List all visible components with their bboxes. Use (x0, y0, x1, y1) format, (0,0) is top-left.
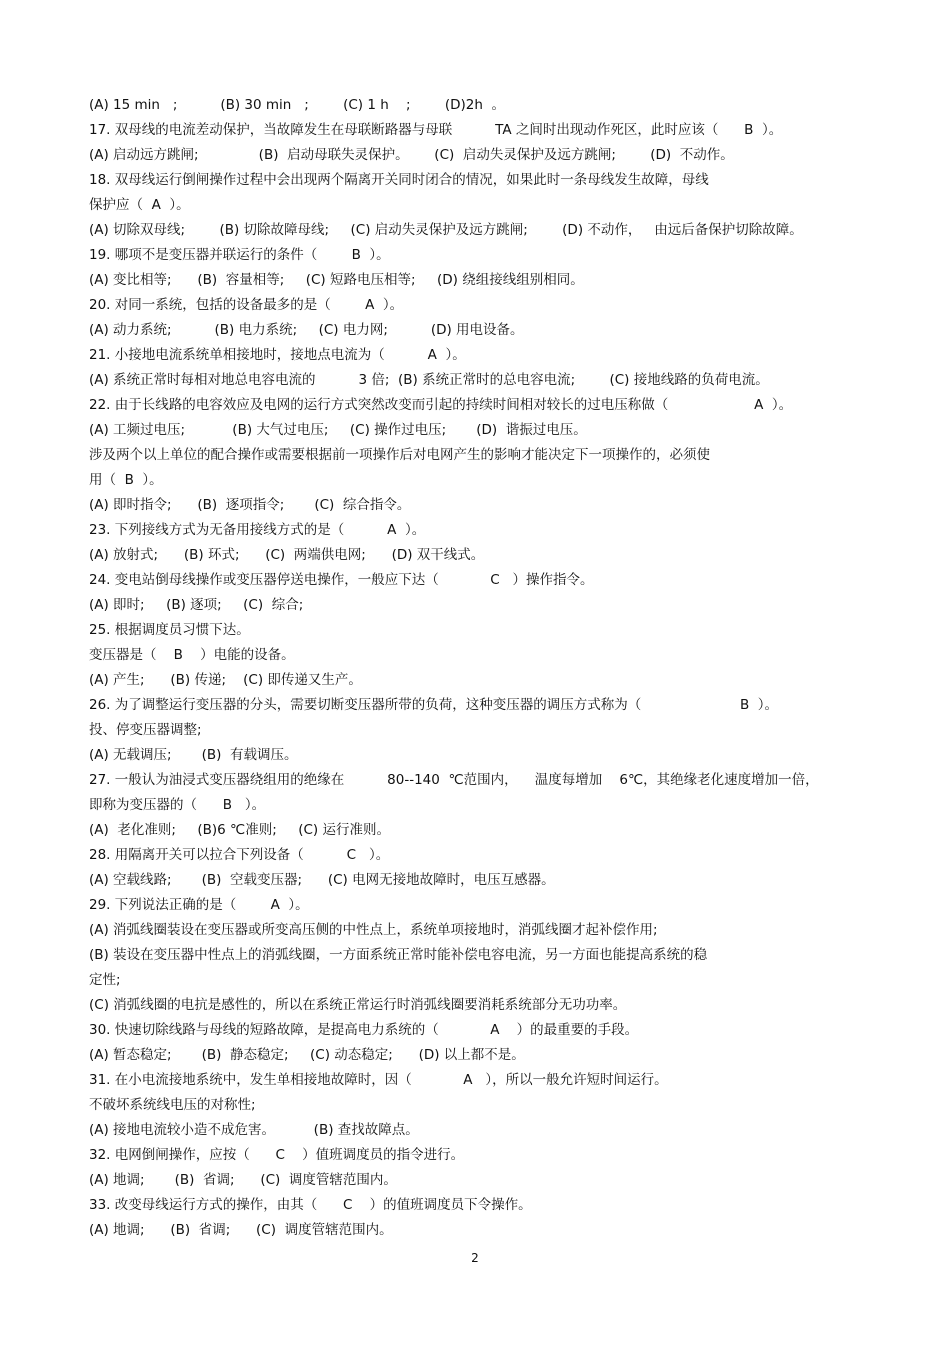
question-23: 23. 下列接线方式为无备用接线方式的是（ A ）。 (89, 522, 426, 538)
text-line: (A) 即时指令; (B) 逐项指令; (C) 综合指令。 (89, 497, 411, 513)
options-17: (A) 启动远方跳闸; (B) 启动母联失灵保护。 (C) 启动失灵保护及远方跳闸; (D) 不动作。 (89, 147, 734, 163)
text-line: (A) 15 min ; (B) 30 min ; (C) 1 h ; (D)2h 。 (89, 97, 505, 113)
text-line: 变压器是（ B ）电能的设备。 (89, 647, 295, 663)
options-19: (A) 变比相等; (B) 容量相等; (C) 短路电压相等; (D) 绕组接线组别相同。 (89, 272, 584, 288)
question-19: 19. 哪项不是变压器并联运行的条件（ B ）。 (89, 247, 390, 263)
text-line: 涉及两个以上单位的配合操作或需要根据前一项操作后对电网产生的影响才能决定下一项操作的，必须使 (89, 447, 710, 463)
text-line: 不破坏系统线电压的对称性; (89, 1097, 256, 1113)
options-32: (A) 地调; (B) 省调; (C) 调度管辖范围内。 (89, 1172, 397, 1188)
text-line: 定性; (89, 972, 121, 988)
text-line: 用（ B ）。 (89, 472, 163, 488)
option-29-a: (A) 消弧线圈装设在变压器或所变高压侧的中性点上，系统单项接地时，消弧线圈才起补偿作用; (89, 922, 658, 938)
question-27: 27. 一般认为油浸式变压器绕组用的绝缘在 80--140 ℃范围内， 温度每增加 6℃，其绝缘老化速度增加一倍， (89, 772, 819, 788)
question-29: 29. 下列说法正确的是（ A ）。 (89, 897, 309, 913)
options-23: (A) 放射式; (B) 环式; (C) 两端供电网; (D) 双干线式。 (89, 547, 485, 563)
question-25: 25. 根据调度员习惯下达。 (89, 622, 250, 638)
question-32: 32. 电网倒闸操作，应按（ C ）值班调度员的指令进行。 (89, 1147, 465, 1163)
options-20: (A) 动力系统; (B) 电力系统; (C) 电力网; (D) 用电设备。 (89, 322, 524, 338)
options-28: (A) 空载线路; (B) 空载变压器; (C) 电网无接地故障时，电压互感器。 (89, 872, 555, 888)
question-21: 21. 小接地电流系统单相接地时，接地点电流为（ A ）。 (89, 347, 466, 363)
question-17: 17. 双母线的电流差动保护，当故障发生在母联断路器与母联 TA 之间时出现动作死区，此时应该（ B ）。 (89, 122, 783, 138)
question-24: 24. 变电站倒母线操作或变压器停送电操作，一般应下达（ C ）操作指令。 (89, 572, 594, 588)
question-31: 31. 在小电流接地系统中，发生单相接地故障时，因（ A ），所以一般允许短时间运行。 (89, 1072, 668, 1088)
question-26: 26. 为了调整运行变压器的分头，需要切断变压器所带的负荷，这种变压器的调压方式称为（ B ）。 (89, 697, 779, 713)
options-18: (A) 切除双母线; (B) 切除故障母线; (C) 启动失灵保护及远方跳闸; (D) 不动作， 由远后备保护切除故障。 (89, 222, 803, 238)
text-line: (A) 产生; (B) 传递; (C) 即传递又生产。 (89, 672, 362, 688)
options-22: (A) 工频过电压; (B) 大气过电压; (C) 操作过电压; (D) 谐振过电压。 (89, 422, 587, 438)
options-30: (A) 暂态稳定; (B) 静态稳定; (C) 动态稳定; (D) 以上都不是。 (89, 1047, 525, 1063)
options-21: (A) 系统正常时每相对地总电容电流的 3 倍; (B) 系统正常时的总电容电流; (C) 接地线路的负荷电流。 (89, 372, 769, 388)
options-31: (A) 接地电流较小造不成危害。 (B) 查找故障点。 (89, 1122, 419, 1138)
options-26: (A) 无载调压; (B) 有载调压。 (89, 747, 298, 763)
options-24: (A) 即时; (B) 逐项; (C) 综合; (89, 597, 304, 613)
text-line: 投、停变压器调整; (89, 722, 202, 738)
document-body (89, 93, 910, 1243)
question-33: 33. 改变母线运行方式的操作，由其（ C ）的值班调度员下令操作。 (89, 1197, 532, 1213)
options-27: (A) 老化准则; (B)6 ℃准则; (C) 运行准则。 (89, 822, 390, 838)
text-line: 即称为变压器的（ B ）。 (89, 797, 266, 813)
page-number: 2 (471, 1251, 479, 1265)
options-33: (A) 地调; (B) 省调; (C) 调度管辖范围内。 (89, 1222, 393, 1238)
question-28: 28. 用隔离开关可以拉合下列设备（ C ）。 (89, 847, 390, 863)
option-29-c: (C) 消弧线圈的电抗是感性的，所以在系统正常运行时消弧线圈要消耗系统部分无功功率。 (89, 997, 627, 1013)
question-18: 18. 双母线运行倒闸操作过程中会出现两个隔离开关同时闭合的情况，如果此时一条母线发生故障，母线 (89, 172, 709, 188)
question-30: 30. 快速切除线路与母线的短路故障，是提高电力系统的（ A ）的最重要的手段。 (89, 1022, 639, 1038)
text-line: 保护应（ A ）。 (89, 197, 190, 213)
option-29-b: (B) 装设在变压器中性点上的消弧线圈，一方面系统正常时能补偿电容电流，另一方面也能提高系统的稳 (89, 947, 708, 963)
question-20: 20. 对同一系统，包括的设备最多的是（ A ）。 (89, 297, 404, 313)
question-22: 22. 由于长线路的电容效应及电网的运行方式突然改变而引起的持续时间相对较长的过电压称做（ A ）。 (89, 397, 793, 413)
